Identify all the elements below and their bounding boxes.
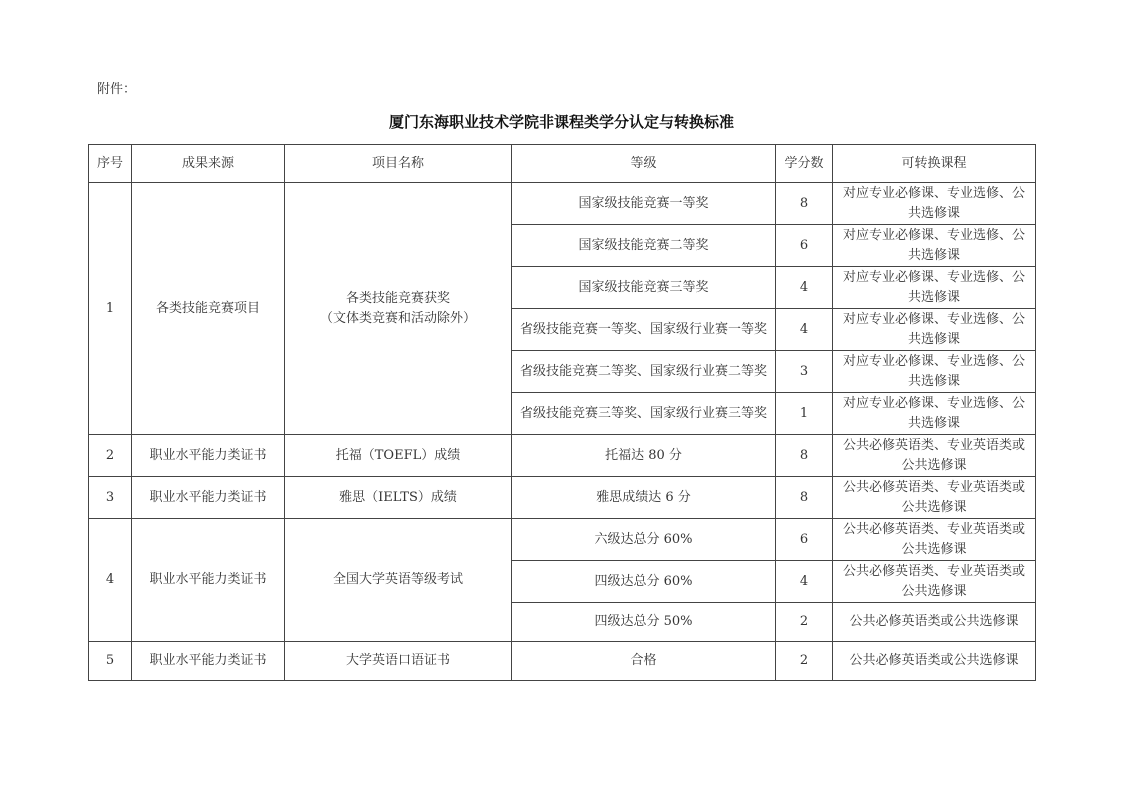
cell-source: 职业水平能力类证书: [132, 519, 285, 642]
cell-no: 5: [89, 642, 132, 681]
document-title: 厦门东海职业技术学院非课程类学分认定与转换标准: [388, 113, 734, 131]
cell-level: 四级达总分 60%: [512, 561, 776, 603]
cell-courses: 公共必修英语类、专业英语类或公共选修课: [833, 435, 1036, 477]
cell-courses: 对应专业必修课、专业选修、公共选修课: [833, 309, 1036, 351]
cell-credits: 8: [776, 435, 833, 477]
cell-no: 4: [89, 519, 132, 642]
cell-source: 职业水平能力类证书: [132, 642, 285, 681]
table-header-row: [89, 145, 1036, 183]
cell-project: 大学英语口语证书: [285, 642, 512, 681]
cell-credits: 8: [776, 477, 833, 519]
cell-level: 六级达总分 60%: [512, 519, 776, 561]
cell-project: 全国大学英语等级考试: [285, 519, 512, 642]
cell-courses: 公共必修英语类、专业英语类或公共选修课: [833, 477, 1036, 519]
cell-courses: 公共必修英语类或公共选修课: [833, 642, 1036, 681]
table-row: [89, 477, 1036, 519]
cell-credits: 4: [776, 309, 833, 351]
cell-level: 国家级技能竞赛一等奖: [512, 183, 776, 225]
cell-project: 雅思（IELTS）成绩: [285, 477, 512, 519]
cell-courses: 对应专业必修课、专业选修、公共选修课: [833, 393, 1036, 435]
header-no: 序号: [89, 145, 132, 183]
cell-credits: 6: [776, 225, 833, 267]
cell-credits: 2: [776, 642, 833, 681]
cell-courses: 公共必修英语类、专业英语类或公共选修课: [833, 519, 1036, 561]
cell-credits: 2: [776, 603, 833, 642]
table-row: [89, 435, 1036, 477]
header-source: 成果来源: [132, 145, 285, 183]
cell-courses: 公共必修英语类或公共选修课: [833, 603, 1036, 642]
project-line1: 各类技能竞赛获奖: [345, 290, 450, 306]
cell-level: 省级技能竞赛一等奖、国家级行业赛一等奖: [512, 309, 776, 351]
cell-level: 省级技能竞赛三等奖、国家级行业赛三等奖: [512, 393, 776, 435]
table-row: [89, 519, 1036, 561]
cell-courses: 对应专业必修课、专业选修、公共选修课: [833, 267, 1036, 309]
cell-level: 合格: [512, 642, 776, 681]
cell-no: 3: [89, 477, 132, 519]
project-line2: （文体类竞赛和活动除外）: [319, 310, 476, 326]
cell-no: 2: [89, 435, 132, 477]
cell-source: 各类技能竞赛项目: [132, 183, 285, 435]
cell-credits: 4: [776, 561, 833, 603]
cell-courses: 对应专业必修课、专业选修、公共选修课: [833, 351, 1036, 393]
cell-source: 职业水平能力类证书: [132, 435, 285, 477]
table-row: [89, 642, 1036, 681]
cell-courses: 对应专业必修课、专业选修、公共选修课: [833, 183, 1036, 225]
cell-level: 托福达 80 分: [512, 435, 776, 477]
cell-courses: 公共必修英语类、专业英语类或公共选修课: [833, 561, 1036, 603]
cell-credits: 8: [776, 183, 833, 225]
cell-level: 四级达总分 50%: [512, 603, 776, 642]
cell-credits: 1: [776, 393, 833, 435]
cell-level: 国家级技能竞赛三等奖: [512, 267, 776, 309]
cell-project: 托福（TOEFL）成绩: [285, 435, 512, 477]
cell-project: [285, 183, 512, 435]
header-courses: 可转换课程: [833, 145, 1036, 183]
cell-credits: 6: [776, 519, 833, 561]
cell-level: 国家级技能竞赛二等奖: [512, 225, 776, 267]
header-credits: 学分数: [776, 145, 833, 183]
header-level: 等级: [512, 145, 776, 183]
cell-credits: 3: [776, 351, 833, 393]
attachment-label: 附件：: [97, 82, 137, 97]
cell-level: 省级技能竞赛二等奖、国家级行业赛二等奖: [512, 351, 776, 393]
table-row: [89, 183, 1036, 225]
cell-source: 职业水平能力类证书: [132, 477, 285, 519]
cell-courses: 对应专业必修课、专业选修、公共选修课: [833, 225, 1036, 267]
cell-no: 1: [89, 183, 132, 435]
cell-level: 雅思成绩达 6 分: [512, 477, 776, 519]
header-project: 项目名称: [285, 145, 512, 183]
credit-conversion-table: [88, 144, 1036, 681]
cell-credits: 4: [776, 267, 833, 309]
